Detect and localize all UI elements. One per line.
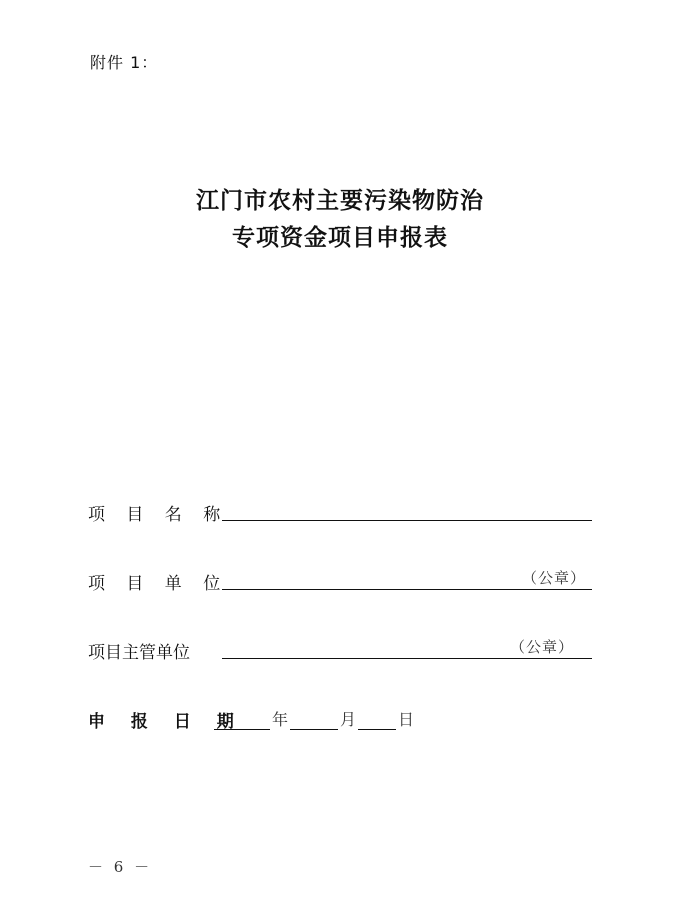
year-unit: 年 — [272, 710, 289, 729]
project-unit-label: 项 目 单 位 — [88, 574, 229, 594]
day-unit: 日 — [398, 710, 415, 729]
document-title-line-1: 江门市农村主要污染物防治 — [196, 188, 484, 214]
year-field[interactable] — [214, 709, 270, 730]
project-unit-stamp-note: （公章） — [521, 569, 586, 587]
application-date-label: 申 报 日 期 — [88, 712, 244, 732]
month-unit: 月 — [340, 710, 357, 729]
supervising-unit-label: 项目主管单位 — [88, 643, 190, 663]
supervising-unit-field[interactable] — [222, 634, 592, 659]
month-field[interactable] — [290, 709, 338, 730]
day-field[interactable] — [358, 709, 396, 730]
project-name-label: 项 目 名 称 — [88, 505, 229, 525]
page-number: － 6 － — [88, 858, 153, 876]
project-name-field[interactable] — [222, 496, 592, 521]
attachment-label: 附件 1： — [90, 53, 159, 72]
project-unit-field[interactable] — [222, 565, 592, 590]
document-title-line-2: 专项资金项目申报表 — [232, 225, 448, 251]
supervising-unit-stamp-note: （公章） — [509, 638, 574, 656]
application-date-row — [214, 706, 416, 730]
